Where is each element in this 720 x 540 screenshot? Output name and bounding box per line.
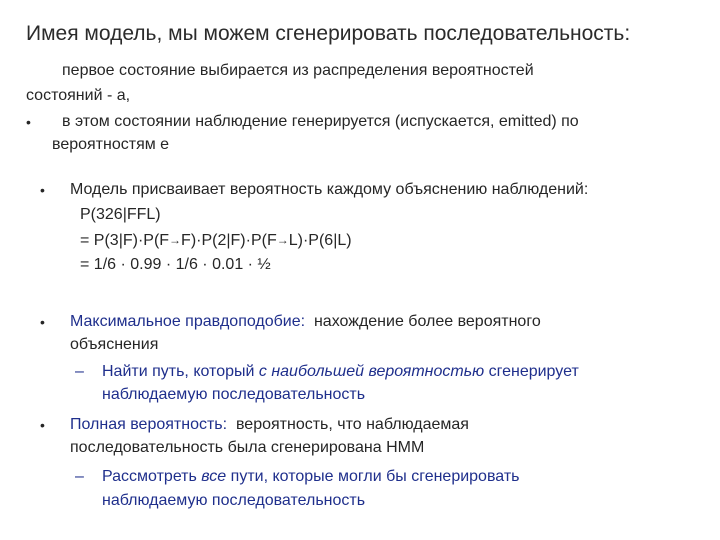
full-probability-line-1 [70, 415, 469, 435]
full-probability-sub-a: Рассмотреть [102, 468, 197, 485]
max-likelihood-sub-line-1 [102, 362, 579, 382]
full-probability-sub-line-2: наблюдаемую последовательность [102, 492, 366, 509]
max-likelihood-sub-a: Найти путь, который [102, 363, 255, 380]
full-probability-sub-b: пути, которые могли бы сгенерировать [230, 468, 520, 485]
intro-line-2: состояний - a, [26, 87, 131, 104]
bullet-intro: • [26, 114, 31, 130]
max-likelihood-sub-line-2: наблюдаемую последовательность [102, 386, 366, 403]
intro-line-1: первое состояние выбирается из распределения вероятностей [62, 62, 534, 79]
max-likelihood-line-2: объяснения [70, 336, 159, 353]
bullet-max-likelihood: • [40, 314, 45, 330]
eq2-part-c: L)·P(6|L) [288, 232, 352, 249]
max-likelihood-sub-b: сгенерирует [488, 363, 579, 380]
equation-line-3: = 1/6 · 0.99 · 1/6 · 0.01 · ½ [80, 256, 271, 273]
intro-bullet-line-2: вероятностям e [52, 136, 170, 153]
full-probability-line-2: последовательность была сгенерирована HMM [70, 439, 425, 456]
max-likelihood-def: нахождение более вероятного [313, 313, 541, 330]
dash-full-probability: – [75, 468, 84, 485]
equation-line-1: P(326|FFL) [80, 206, 161, 223]
max-likelihood-term: Максимальное правдоподобие: [70, 313, 306, 330]
full-probability-sub-em: все [201, 468, 227, 485]
arrow-icon: → [169, 233, 182, 247]
full-probability-term: Полная вероятность: [70, 416, 228, 433]
full-probability-sub-line-1 [102, 467, 519, 487]
model-text: Модель присваивает вероятность каждому объяснению наблюдений: [70, 181, 589, 198]
bullet-model: • [40, 182, 45, 198]
bullet-full-probability: • [40, 417, 45, 433]
max-likelihood-line-1 [70, 312, 541, 332]
eq2-part-b: F)·P(2|F)·P(F [181, 232, 277, 249]
slide-title: Имея модель, мы можем сгенерировать последовательность: [26, 22, 631, 45]
eq2-part-a: = P(3|F)·P(F [80, 232, 170, 249]
max-likelihood-sub-em: с наибольшей вероятностью [258, 363, 485, 380]
intro-bullet-line-1: в этом состоянии наблюдение генерируется (испускается, emitted) по [62, 113, 579, 130]
equation-line-2 [80, 230, 352, 251]
full-probability-def: вероятность, что наблюдаемая [235, 416, 469, 433]
arrow-icon: → [276, 233, 289, 247]
dash-max-likelihood: – [75, 363, 84, 380]
